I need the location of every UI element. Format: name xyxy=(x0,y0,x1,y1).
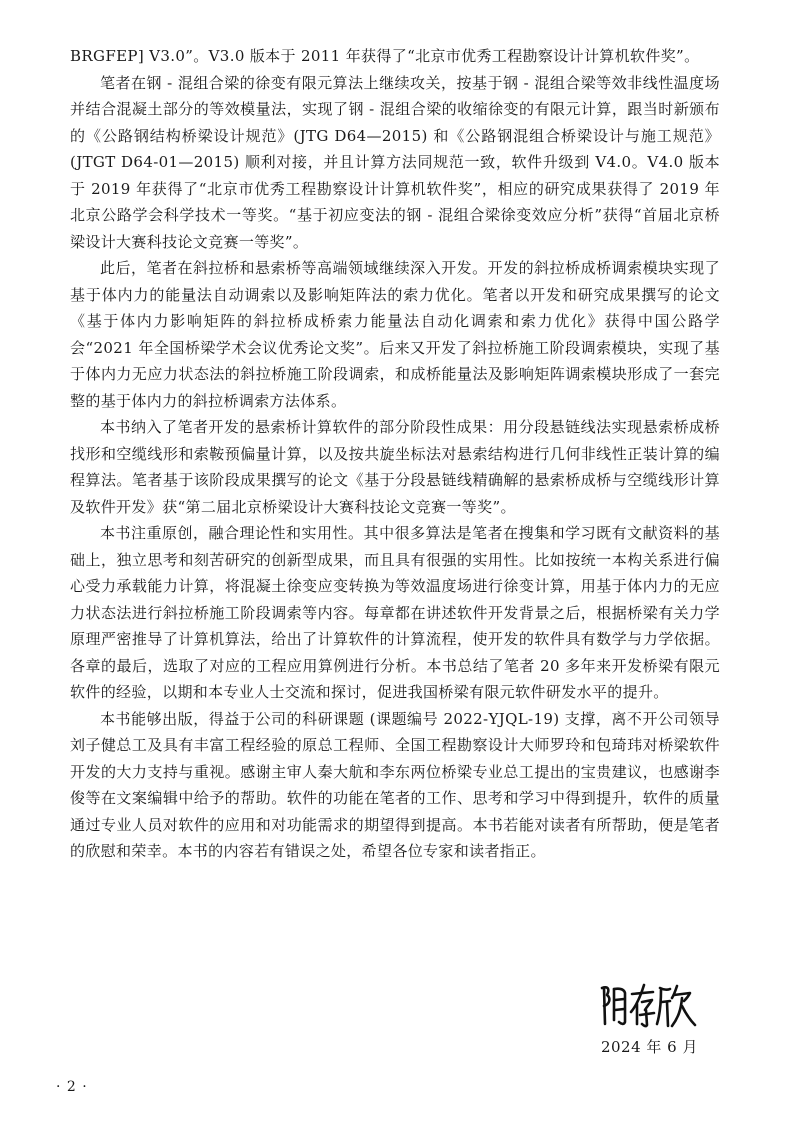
paragraph-composite-beam-creep: 笔者在钢 - 混组合梁的徐变有限元算法上继续攻关，按基于钢 - 混组合梁等效非线性温度场并结合混凝土部分的等效模量法，实现了钢 - 混组合梁的收缩徐变的有限元计算，跟当时新颁布的《公路钢结构桥梁设计规范》(JTG D64—2015) 和《公路钢混组合桥梁设计与施工规范》(JTGT D64-01—2015) 顺利对接，并且计算方法同规范一致，软件升级到 V4.0。V4.0 版本于 2019 年获得了“北京市优秀工程勘察设计计算机软件奖”，相应的研究成果获得了 2019 年北京公路学会科学技术一等奖。“基于初应变法的钢 - 混组合梁徐变效应分析”获得“首届北京桥梁设计大赛科技论文竞赛一等奖”。 xyxy=(70,73,720,251)
date-line: 2024 年 6 月 xyxy=(600,1038,698,1056)
paragraph-suspension-bridge: 本书纳入了笔者开发的悬索桥计算软件的部分阶段性成果：用分段悬链线法实现悬索桥成桥找形和空缆线形和索鞍预偏量计算，以及按共旋坐标法对悬索结构进行几何非线性正装计算的编程算法。笔者基于该阶段成果撰写的论文《基于分段悬链线精确解的悬索桥成桥与空缆线形计算及软件开发》获“第二届北京桥梁设计大赛科技论文竞赛一等奖”。 xyxy=(70,418,720,516)
page-number: · 2 · xyxy=(56,1079,88,1095)
paragraph-continuation: BRGFEP] V3.0”。V3.0 版本于 2011 年获得了“北京市优秀工程勘察设计计算机软件奖”。 xyxy=(70,47,700,65)
paragraph-acknowledgements: 本书能够出版，得益于公司的科研课题 (课题编号 2022-YJQL-19) 支撑，离不开公司领导刘子健总工及具有丰富工程经验的原总工程师、全国工程勘察设计大师罗玲和包琦玮对桥梁软件开发的大力支持与重视。感谢主审人秦大航和李东两位桥梁专业总工提出的宝贵建议，也感谢李俊等在文案编辑中给予的帮助。软件的功能在笔者的工作、思考和学习中得到提升，软件的质量通过专业人员对软件的应用和对功能需求的期望得到提高。本书若能对读者有所帮助，便是笔者的欣慰和荣幸。本书的内容若有错误之处，希望各位专家和读者指正。 xyxy=(70,709,720,860)
author-signature xyxy=(598,980,698,1030)
body-text xyxy=(70,43,720,865)
signature-image xyxy=(598,980,698,1030)
paragraph-cable-stayed-bridge: 此后，笔者在斜拉桥和悬索桥等高端领域继续深入开发。开发的斜拉桥成桥调索模块实现了基于体内力的能量法自动调索以及影响矩阵法的索力优化。笔者以开发和研究成果撰写的论文《基于体内力影响矩阵的斜拉桥成桥索力能量法自动化调索和索力优化》获得中国公路学会“2021 年全国桥梁学术会议优秀论文奖”。后来又开发了斜拉桥施工阶段调索模块，实现了基于体内力无应力状态法的斜拉桥施工阶段调索，和成桥能量法及影响矩阵调索模块形成了一套完整的基于体内力的斜拉桥调索方法体系。 xyxy=(70,259,720,410)
paragraph-book-features: 本书注重原创，融合理论性和实用性。其中很多算法是笔者在搜集和学习既有文献资料的基础上，独立思考和刻苦研究的创新型成果，而且具有很强的实用性。比如按统一本构关系进行偏心受力承载能力计算，将混凝土徐变应变转换为等效温度场进行徐变计算，用基于体内力的无应力状态法进行斜拉桥施工阶段调索等内容。每章都在讲述软件开发背景之后，根据桥梁有关力学原理严密推导了计算机算法，给出了计算软件的计算流程，使开发的软件具有数学与力学依据。各章的最后，选取了对应的工程应用算例进行分析。本书总结了笔者 20 多年来开发桥梁有限元软件的经验，以期和本专业人士交流和探讨，促进我国桥梁有限元软件研发水平的提升。 xyxy=(70,524,720,701)
